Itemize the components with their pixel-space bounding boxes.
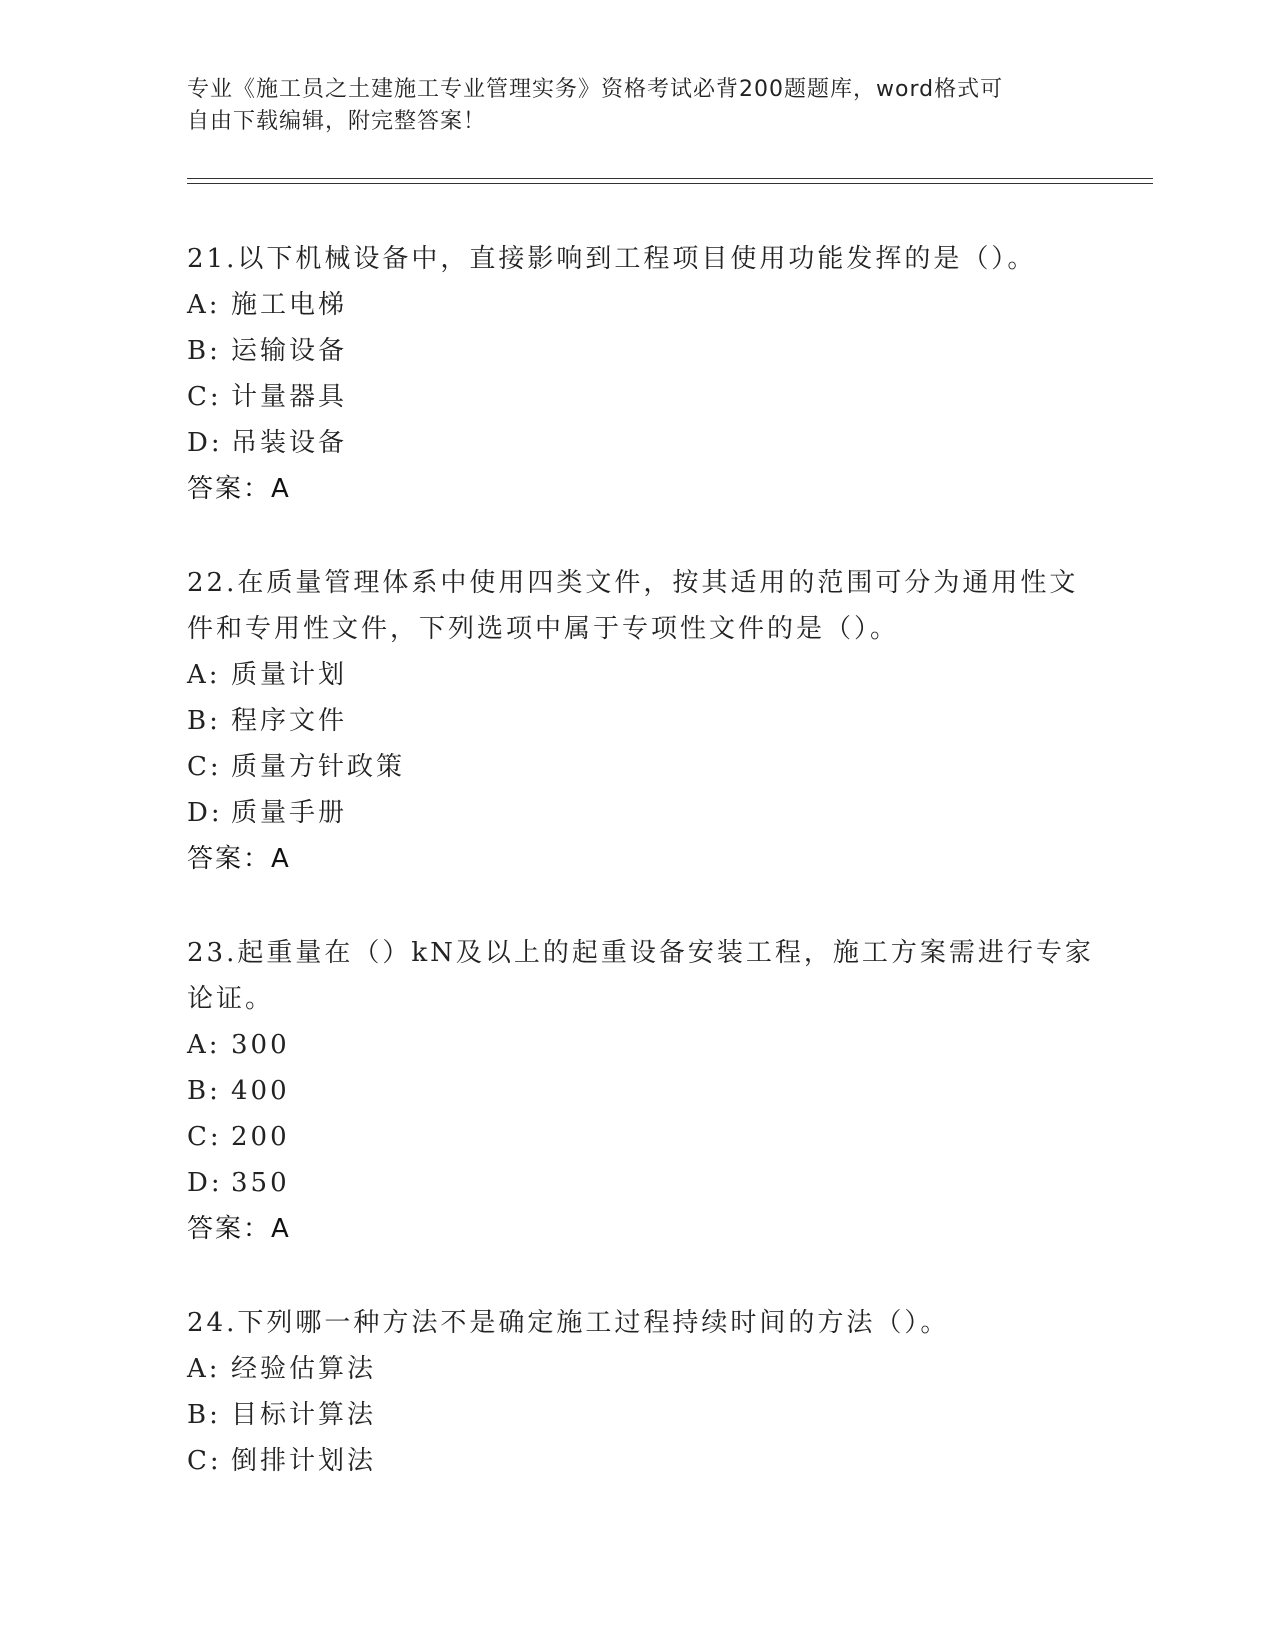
option-letter: A:: [187, 1030, 221, 1060]
option-c: [187, 744, 1087, 790]
question-list: [187, 236, 1094, 1532]
question-text-line: 件和专用性文件，下列选项中属于专项性文件的是（）。: [187, 614, 900, 644]
option-d: [187, 420, 1087, 466]
answer-label: 答案：A: [187, 844, 291, 874]
option-a: [187, 282, 1087, 328]
question-text-line: 24.下列哪一种方法不是确定施工过程持续时间的方法（）。: [187, 1308, 950, 1338]
question-21: [187, 236, 1087, 512]
option-c: [187, 1438, 1087, 1484]
option-letter: C:: [187, 382, 222, 412]
question-text-line: 23.起重量在（）kN及以上的起重设备安装工程，施工方案需进行专家: [187, 938, 1094, 968]
option-b: [187, 328, 1087, 374]
option-letter: D:: [187, 798, 223, 828]
header-divider-top: [187, 178, 1153, 179]
option-text: 程序文件: [231, 706, 348, 736]
option-text: 经验估算法: [231, 1354, 377, 1384]
header-title-line-1: 专业《施工员之土建施工专业管理实务》资格考试必背200题题库，word格式可: [187, 77, 1004, 102]
option-b: [187, 1392, 1087, 1438]
question-text-line: 21.以下机械设备中，直接影响到工程项目使用功能发挥的是（）。: [187, 244, 1037, 274]
option-letter: B:: [187, 1400, 221, 1430]
option-a: [187, 1346, 1087, 1392]
question-text: [187, 236, 1087, 282]
question-text: [187, 560, 1087, 652]
question-text-line: 论证。: [187, 984, 275, 1014]
answer-label: 答案：A: [187, 1214, 291, 1244]
question-24: [187, 1300, 1087, 1484]
option-text: 质量方针政策: [231, 752, 406, 782]
question-23: [187, 930, 1094, 1252]
document-header: [187, 74, 1087, 138]
question-text: [187, 930, 1094, 1022]
option-text: 350: [231, 1168, 290, 1198]
option-c: [187, 374, 1087, 420]
option-letter: A:: [187, 660, 221, 690]
question-text: [187, 1300, 1087, 1346]
header-divider-bottom: [187, 183, 1153, 184]
option-a: [187, 1022, 1087, 1068]
option-letter: B:: [187, 336, 221, 366]
option-a: [187, 652, 1087, 698]
option-letter: C:: [187, 1446, 222, 1476]
option-text: 施工电梯: [231, 290, 348, 320]
option-d: [187, 1160, 1087, 1206]
header-title-line-2: 自由下载编辑，附完整答案！: [187, 109, 487, 134]
option-letter: A:: [187, 1354, 221, 1384]
option-text: 运输设备: [231, 336, 348, 366]
option-letter: B:: [187, 706, 221, 736]
option-text: 质量手册: [231, 798, 348, 828]
option-b: [187, 698, 1087, 744]
option-text: 300: [231, 1030, 290, 1060]
option-text: 200: [231, 1122, 290, 1152]
option-text: 目标计算法: [231, 1400, 377, 1430]
option-letter: D:: [187, 1168, 223, 1198]
option-letter: A:: [187, 290, 221, 320]
option-d: [187, 790, 1087, 836]
option-text: 计量器具: [231, 382, 348, 412]
option-text: 400: [231, 1076, 290, 1106]
answer-label: 答案：A: [187, 474, 291, 504]
option-b: [187, 1068, 1087, 1114]
option-text: 吊装设备: [231, 428, 348, 458]
option-letter: B:: [187, 1076, 221, 1106]
option-c: [187, 1114, 1087, 1160]
option-text: 倒排计划法: [231, 1446, 377, 1476]
question-22: [187, 560, 1087, 882]
option-letter: C:: [187, 752, 222, 782]
option-text: 质量计划: [231, 660, 348, 690]
option-letter: C:: [187, 1122, 222, 1152]
question-text-line: 22.在质量管理体系中使用四类文件，按其适用的范围可分为通用性文: [187, 568, 1079, 598]
option-letter: D:: [187, 428, 223, 458]
